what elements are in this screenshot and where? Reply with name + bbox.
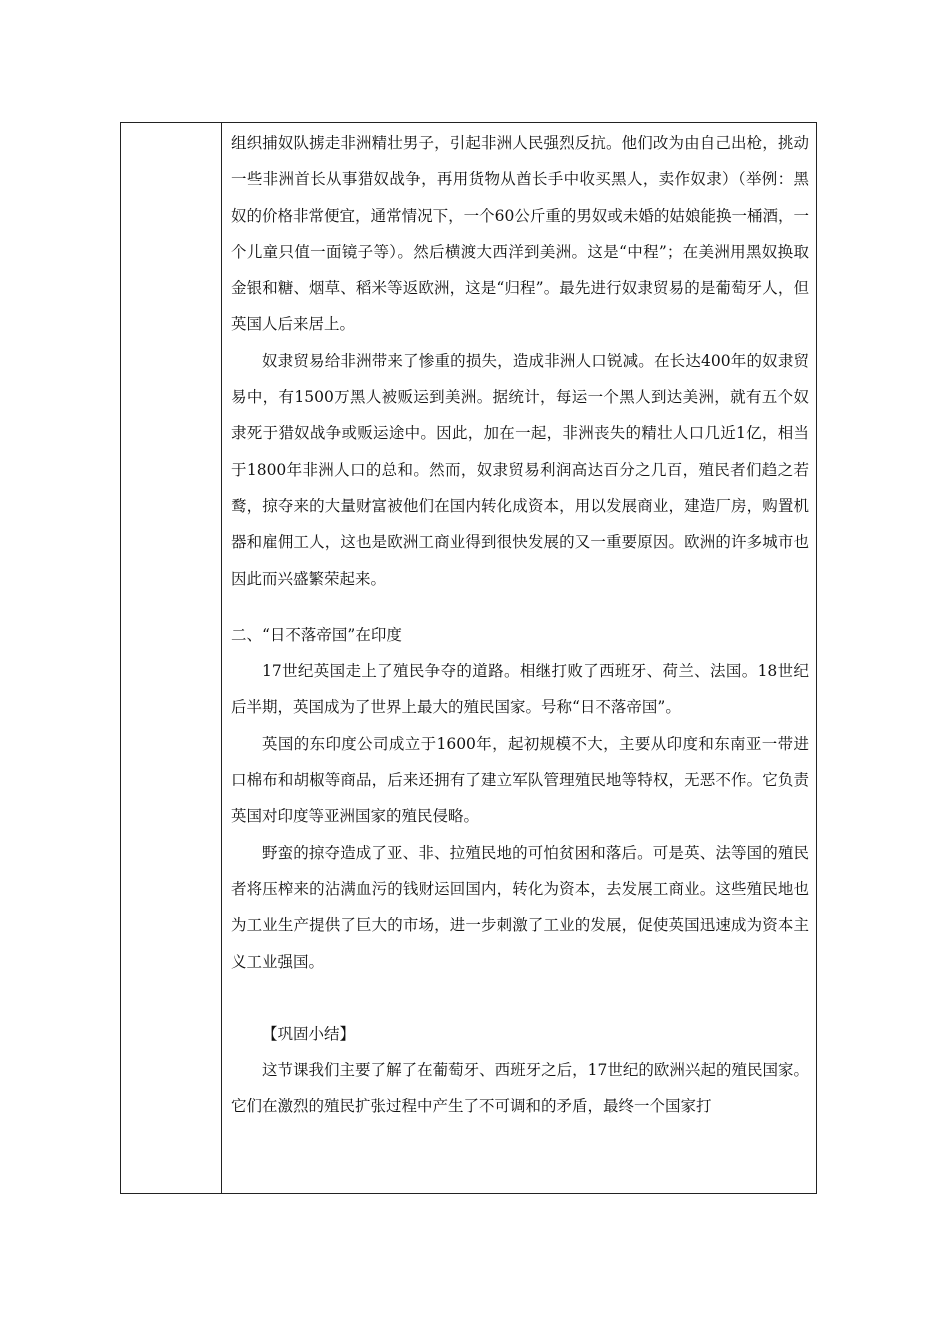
table-right-column (222, 123, 816, 1193)
paragraph-slave-trade-impact: 奴隶贸易给非洲带来了惨重的损失，造成非洲人口锐减。在长达400年的奴隶贸易中，有1500万黑人被贩运到美洲。据统计，每运一个黑人到达美洲，就有五个奴隶死于猎奴战争或贩运途中。因此，加在一起，非洲丧失的精壮人口几近1亿，相当于1800年非洲人口的总和。然而，奴隶贸易利润高达百分之几百，殖民者们趋之若鹜，掠夺来的大量财富被他们在国内转化成资本，用以发展商业，建造厂房，购置机器和雇佣工人，这也是欧洲工商业得到很快发展的又一重要原因。欧洲的许多城市也因此而兴盛繁荣起来。 (231, 351, 809, 588)
paragraph-east-india-company: 英国的东印度公司成立于1600年，起初规模不大，主要从印度和东南亚一带进口棉布和胡椒等商品，后来还拥有了建立军队管理殖民地等特权，无恶不作。它负责英国对印度等亚洲国家的殖民侵略。 (231, 734, 809, 826)
paragraph-britain-rise: 17世纪英国走上了殖民争夺的道路。相继打败了西班牙、荷兰、法国。18世纪后半期，英国成为了世界上最大的殖民国家。号称“日不落帝国”。 (231, 662, 809, 717)
summary-heading: 【巩固小结】 (262, 1024, 356, 1043)
table-left-column (121, 123, 222, 1193)
lesson-table (120, 122, 817, 1194)
section-heading-india: 二、“日不落帝国”在印度 (231, 625, 402, 644)
paragraph-slave-trade-process: 组织捕奴队掳走非洲精壮男子，引起非洲人民强烈反抗。他们改为由自己出枪，挑动一些非洲首长从事猎奴战争，再用货物从酋长手中收买黑人，卖作奴隶）（举例：黑奴的价格非常便宜，通常情况下，一个60公斤重的男奴或未婚的姑娘能换一桶酒，一个儿童只值一面镜子等）。然后横渡大西洋到美洲。这是“中程”；在美洲用黑奴换取金银和糖、烟草、稻米等返欧洲，这是“归程”。最先进行奴隶贸易的是葡萄牙人，但英国人后来居上。 (231, 134, 809, 334)
lesson-content (231, 125, 809, 1125)
paragraph-colonial-plunder: 野蛮的掠夺造成了亚、非、拉殖民地的可怕贫困和落后。可是英、法等国的殖民者将压榨来的沾满血污的钱财运回国内，转化为资本，去发展工商业。这些殖民地也为工业生产提供了巨大的市场，进一步刺激了工业的发展，促使英国迅速成为资本主义工业强国。 (231, 843, 809, 971)
paragraph-summary: 这节课我们主要了解了在葡萄牙、西班牙之后，17世纪的欧洲兴起的殖民国家。它们在激烈的殖民扩张过程中产生了不可调和的矛盾，最终一个国家打 (231, 1061, 809, 1116)
